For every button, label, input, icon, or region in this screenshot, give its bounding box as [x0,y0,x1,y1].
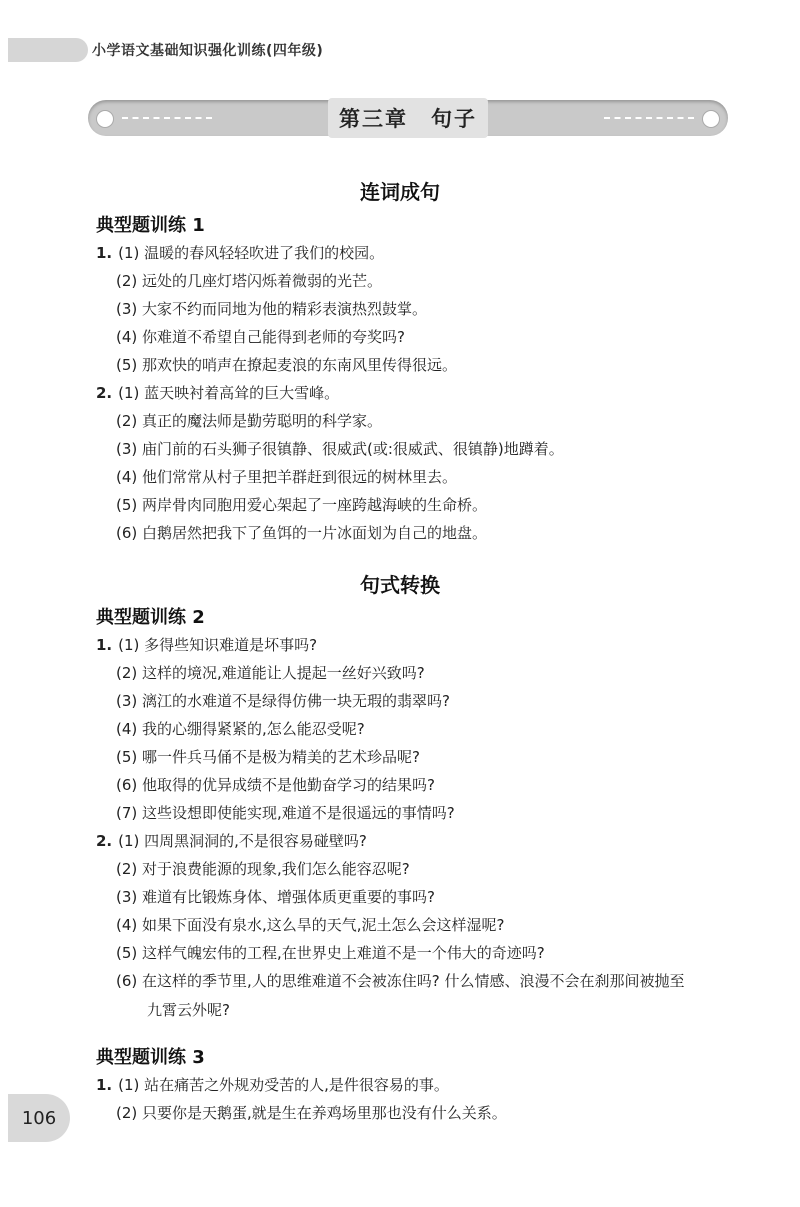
answer-text: (4) 你难道不希望自己能得到老师的夸奖吗? [116,328,405,346]
practice-heading-1: 典型题训练 1 [96,215,205,236]
section-title-1: 连词成句 [360,180,440,204]
answer-text: (2) 真正的魔法师是勤劳聪明的科学家。 [116,412,383,430]
answer-text: (5) 那欢快的哨声在撩起麦浪的东南风里传得很远。 [116,356,458,374]
answer-text: (7) 这些设想即使能实现,难道不是很遥远的事情吗? [116,804,455,822]
question-line [96,242,384,263]
question-number: 2. [96,832,113,850]
answer-text: (2) 这样的境况,难道能让人提起一丝好兴致吗? [116,664,425,682]
question-number: 1. [96,636,113,654]
answer-text: (1) 温暖的春风轻轻吹进了我们的校园。 [118,244,385,262]
section-title-2: 句式转换 [360,573,440,597]
answer-text: (4) 我的心绷得紧紧的,怎么能忍受呢? [116,720,365,738]
answer-text: (4) 他们常常从村子里把羊群赶到很远的树林里去。 [116,468,458,486]
answer-text: (1) 四周黑洞洞的,不是很容易碰壁吗? [118,832,367,850]
answer-text: (2) 对于浪费能源的现象,我们怎么能容忍呢? [116,860,410,878]
answer-text: (5) 这样气魄宏伟的工程,在世界史上难道不是一个伟大的奇迹吗? [116,944,545,962]
question-line [96,1074,449,1095]
chapter-title: 第三章 句子 [328,98,488,138]
answer-text: (4) 如果下面没有泉水,这么旱的天气,泥土怎么会这样湿呢? [116,916,505,934]
chapter-banner [88,100,728,136]
answer-text: (5) 两岸骨肉同胞用爱心架起了一座跨越海峡的生命桥。 [116,496,488,514]
question-number: 1. [96,1076,113,1094]
answer-text: (1) 蓝天映衬着高耸的巨大雪峰。 [118,384,340,402]
answer-text: 九霄云外呢? [147,1001,230,1019]
book-title: 小学语文基础知识强化训练(四年级) [92,43,324,59]
banner-right-dash [604,117,694,119]
practice-heading-2: 典型题训练 2 [96,607,205,628]
header-tab [8,38,88,62]
answer-text: (3) 大家不约而同地为他的精彩表演热烈鼓掌。 [116,300,428,318]
answer-text: (5) 哪一件兵马俑不是极为精美的艺术珍品呢? [116,748,420,766]
answer-text: (3) 漓江的水难道不是绿得仿佛一块无瑕的翡翠吗? [116,692,450,710]
question-number: 2. [96,384,113,402]
answer-text: (2) 只要你是天鹅蛋,就是生在养鸡场里那也没有什么关系。 [116,1104,507,1122]
answer-text: (6) 在这样的季节里,人的思维难道不会被冻住吗? 什么情感、浪漫不会在刹那间被抛至 [116,972,685,990]
practice-heading-3: 典型题训练 3 [96,1047,205,1068]
banner-right-dot [702,110,720,128]
question-line [96,634,317,655]
answer-text: (6) 白鹅居然把我下了鱼饵的一片冰面划为自己的地盘。 [116,524,488,542]
answer-text: (1) 站在痛苦之外规劝受苦的人,是件很容易的事。 [118,1076,449,1094]
question-line [96,830,367,851]
banner-left-dot [96,110,114,128]
answer-text: (2) 远处的几座灯塔闪烁着微弱的光芒。 [116,272,383,290]
banner-left-dash [122,117,212,119]
question-number: 1. [96,244,113,262]
answer-text: (3) 庙门前的石头狮子很镇静、很威武(或:很威武、很镇静)地蹲着。 [116,440,564,458]
page-number: 106 [8,1094,70,1142]
answer-text: (6) 他取得的优异成绩不是他勤奋学习的结果吗? [116,776,435,794]
question-line [96,382,339,403]
answer-text: (1) 多得些知识难道是坏事吗? [118,636,318,654]
answer-text: (3) 难道有比锻炼身体、增强体质更重要的事吗? [116,888,435,906]
